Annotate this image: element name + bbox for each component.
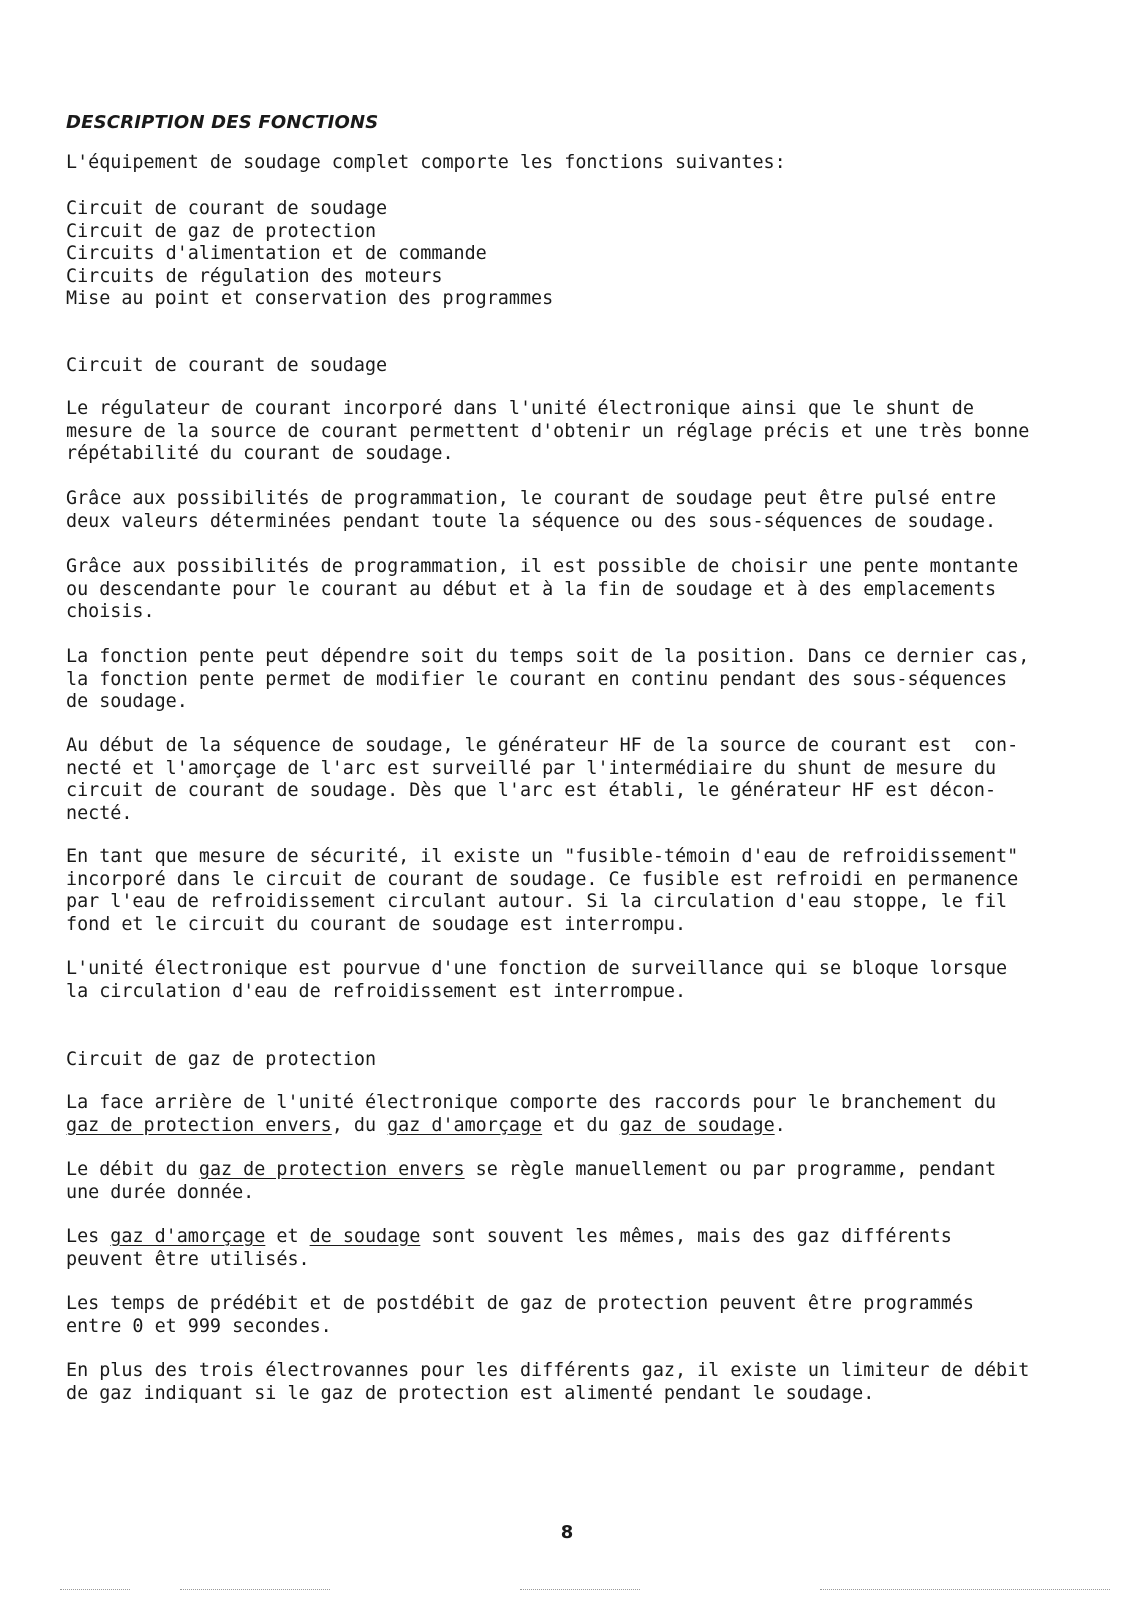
- text-line: Les temps de prédébit et de postdébit de gaz de protection peuvent être programmés: [66, 1293, 974, 1314]
- text-run: Le débit du: [66, 1159, 199, 1180]
- text-line: peuvent être utilisés.: [66, 1248, 310, 1270]
- text-run: se règle manuellement ou par programme, pendant: [464, 1159, 997, 1180]
- text-line: deux valeurs déterminées pendant toute la séquence ou des sous-séquences de soudage.: [66, 510, 997, 532]
- section-heading-current: Circuit de courant de soudage: [66, 355, 388, 376]
- text-run: et du: [542, 1114, 620, 1136]
- text-line: répétabilité du courant de soudage.: [66, 443, 454, 465]
- function-item: Circuit de courant de soudage: [66, 198, 388, 219]
- scan-artifact: [520, 1589, 640, 1591]
- function-list: [66, 198, 553, 311]
- paragraph-current-4: [66, 646, 1029, 714]
- intro-text: L'équipement de soudage complet comporte les fonctions suivantes:: [66, 152, 786, 173]
- text-run: Les: [66, 1226, 111, 1247]
- text-line: La fonction pente peut dépendre soit du temps soit de la position. Dans ce dernier cas,: [66, 646, 1030, 667]
- text-run: et: [265, 1226, 310, 1247]
- text-line: choisis.: [66, 601, 155, 623]
- text-run: .: [774, 1114, 786, 1136]
- scan-artifact: [180, 1589, 330, 1591]
- paragraph-current-5: [66, 735, 1018, 825]
- text-line: necté et l'amorçage de l'arc est surveillé par l'intermédiaire du shunt de mesure du: [66, 757, 997, 779]
- paragraph-gas-3: [66, 1226, 952, 1271]
- text-line: circuit de courant de soudage. Dès que l'arc est établi, le générateur HF est décon-: [66, 780, 997, 802]
- text-line: [66, 1159, 996, 1182]
- text-line: une durée donnée.: [66, 1181, 255, 1203]
- scan-artifact: [820, 1589, 1110, 1591]
- text-line: par l'eau de refroidissement circulant autour. Si la circulation d'eau stoppe, le fil: [66, 891, 1008, 913]
- function-item: Circuit de gaz de protection: [66, 220, 377, 242]
- document-title: DESCRIPTION DES FONCTIONS: [66, 112, 379, 133]
- paragraph-current-7: [66, 958, 1007, 1003]
- text-line: [66, 1226, 952, 1249]
- text-line: mesure de la source de courant permettent d'obtenir un réglage précis et une très bonne: [66, 420, 1030, 442]
- text-line: la fonction pente permet de modifier le courant en continu pendant des sous-séquences: [66, 668, 1008, 690]
- paragraph-current-1: [66, 398, 1029, 466]
- underlined-term: de soudage: [309, 1226, 421, 1247]
- paragraph-current-6: [66, 846, 1018, 936]
- text-line: incorporé dans le circuit de courant de soudage. Ce fusible est refroidi en permanence: [66, 868, 1019, 890]
- text-line: Le régulateur de courant incorporé dans l'unité électronique ainsi que le shunt de: [66, 398, 974, 419]
- text-line: Grâce aux possibilités de programmation, il est possible de choisir une pente montante: [66, 556, 1019, 577]
- text-line: de gaz indiquant si le gaz de protection est alimenté pendant le soudage.: [66, 1382, 875, 1404]
- text-line: de soudage.: [66, 691, 188, 713]
- text-line: L'unité électronique est pourvue d'une fonction de surveillance qui se bloque lorsque: [66, 958, 1008, 979]
- text-line: En plus des trois électrovannes pour les différents gaz, il existe un limiteur de débit: [66, 1360, 1030, 1381]
- text-line: Grâce aux possibilités de programmation, le courant de soudage peut être pulsé entre: [66, 488, 997, 509]
- function-item: Circuits d'alimentation et de commande: [66, 243, 487, 265]
- text-line: La face arrière de l'unité électronique comporte des raccords pour le branchement du: [66, 1092, 997, 1113]
- underlined-term: gaz d'amorçage: [110, 1226, 266, 1247]
- text-line: [66, 1115, 996, 1138]
- paragraph-gas-1: [66, 1092, 996, 1137]
- page-number: 8: [560, 1522, 574, 1543]
- text-line: Au début de la séquence de soudage, le générateur HF de la source de courant est con-: [66, 735, 1019, 756]
- paragraph-gas-5: [66, 1360, 1029, 1405]
- paragraph-current-2: [66, 488, 996, 533]
- text-run: , du: [331, 1114, 388, 1136]
- paragraph-gas-2: [66, 1159, 996, 1204]
- underlined-term: gaz d'amorçage: [387, 1114, 543, 1136]
- underlined-term: gaz de protection envers: [198, 1159, 465, 1180]
- paragraph-gas-4: [66, 1293, 974, 1338]
- function-item: Mise au point et conservation des programmes: [66, 288, 554, 310]
- text-run: sont souvent les mêmes, mais des gaz différents: [420, 1226, 952, 1247]
- section-heading-gas: Circuit de gaz de protection: [66, 1049, 377, 1070]
- underlined-term: gaz de protection envers: [66, 1114, 332, 1136]
- text-line: En tant que mesure de sécurité, il existe un "fusible-témoin d'eau de refroidissement": [66, 846, 1019, 867]
- text-line: la circulation d'eau de refroidissement est interrompue.: [66, 980, 687, 1002]
- text-line: necté.: [66, 802, 133, 824]
- text-line: fond et le circuit du courant de soudage est interrompu.: [66, 913, 687, 935]
- scan-artifact: [60, 1589, 130, 1591]
- text-line: ou descendante pour le courant au début et à la fin de soudage et à des emplacements: [66, 578, 997, 600]
- underlined-term: gaz de soudage: [619, 1114, 775, 1136]
- paragraph-current-3: [66, 556, 1018, 624]
- function-item: Circuits de régulation des moteurs: [66, 265, 443, 287]
- text-line: entre 0 et 999 secondes.: [66, 1315, 332, 1337]
